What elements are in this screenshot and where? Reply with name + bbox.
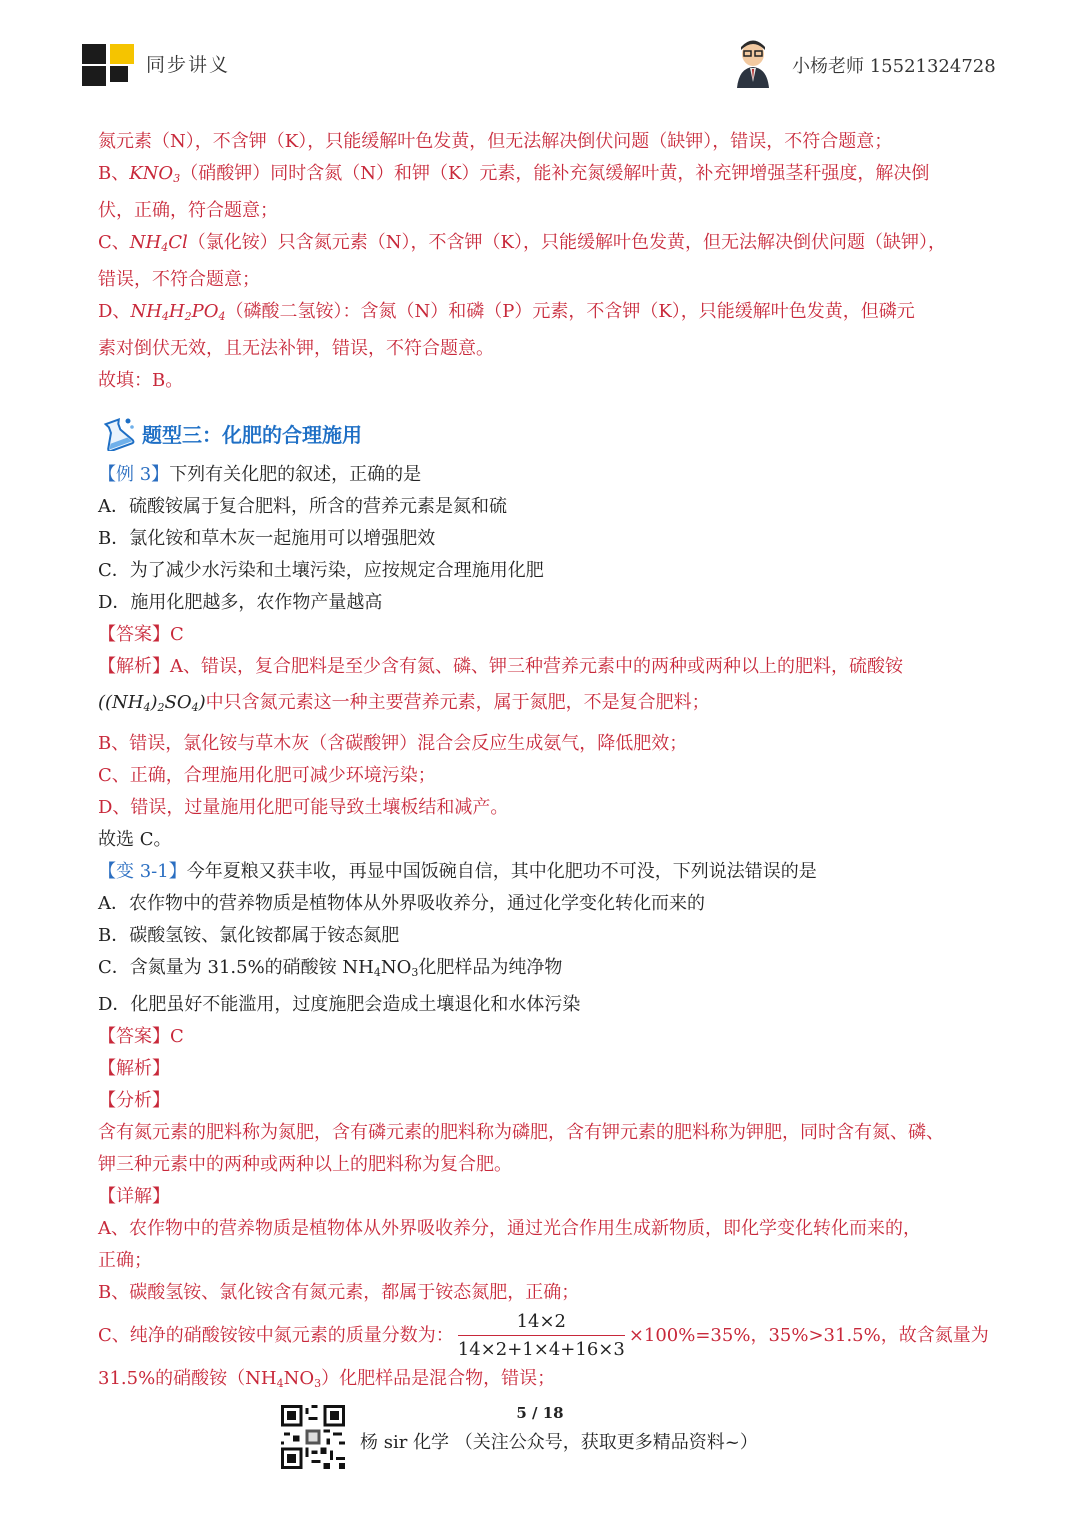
- fenxi-line: 含有氮元素的肥料称为氮肥，含有磷元素的肥料称为磷肥，含有钾元素的肥料称为钾肥，同时含有氮、磷、: [98, 1122, 944, 1143]
- option-c: C．为了减少水污染和土壤污染，应按规定合理施用化肥: [98, 560, 544, 581]
- analysis-line: B、错误，氯化铵与草木灰（含碳酸钾）混合会反应生成氨气，降低肥效；: [98, 733, 688, 754]
- xiangjie-line: 31.5%的硝酸铵$(NH_4NO_3)$化肥样品是混合物，错误；: [98, 1368, 556, 1390]
- analysis-line: $((NH_4)_2SO_4)$中只含氮元素这一种主要营养元素，属于氮肥，不是复合肥料；: [98, 692, 710, 714]
- xiangjie-line: C、纯净的硝酸铵铵中氮元素的质量分数为： $\frac{14\times 2}{14\times 2+1\times 4+16\times 3}$ ×100%=35%，35%>31.5%，故含氮量为: [98, 1311, 989, 1360]
- text-line: 素对倒伏无效，且无法补钾，错误，不符合题意。: [98, 338, 494, 359]
- analysis-line: C、正确，合理施用化肥可减少环境污染；: [98, 765, 436, 786]
- option-d: D．施用化肥越多，农作物产量越高: [98, 592, 383, 613]
- option-a: A．农作物中的营养物质是植物体从外界吸收养分，通过化学变化转化而来的: [98, 893, 705, 914]
- analysis-line: 【解析】A、错误，复合肥料是至少含有氮、磷、钾三种营养元素中的两种或两种以上的肥料，硫酸铵: [98, 656, 903, 677]
- option-b: B．碳酸氢铵、氯化铵都属于铵态氮肥: [98, 925, 400, 946]
- formula-kno3: $KNO_3$: [129, 163, 181, 185]
- text-line: C、$NH_4Cl$（氯化铵）只含氮元素（N），不含钾（K），只能缓解叶色发黄，但无法解决倒伏问题（缺钾），: [98, 232, 946, 254]
- xiangjie-line: B、碳酸氢铵、氯化铵含有氮元素，都属于铵态氮肥，正确；: [98, 1282, 580, 1303]
- text-line: D、$NH_4H_2PO_4$（磷酸二氢铵）：含氮（N）和磷（P）元素，不含钾（K），只能缓解叶色发黄，但磷元: [98, 301, 915, 323]
- page-number: 5 / 18: [516, 1404, 564, 1422]
- document-body: [98, 126, 998, 1400]
- teacher-avatar-icon: [733, 38, 773, 88]
- xiangjie-tag-line: 【详解】: [98, 1186, 170, 1207]
- text-line: 伏，正确，符合题意；: [98, 200, 278, 221]
- formula-nh4-2so4: $((NH_4)_2SO_4)$: [98, 692, 206, 714]
- text-line: B、$KNO_3$（硝酸钾）同时含氮（N）和钾（K）元素，能补充氮缓解叶黄，补充钾增强茎秆强度，解决倒: [98, 163, 930, 185]
- example-tag: 【例 3】: [98, 464, 170, 485]
- header-title: 同步讲义: [146, 54, 231, 76]
- text-line: 错误，不符合题意；: [98, 269, 260, 290]
- xiangjie-line: A、农作物中的营养物质是植物体从外界吸收养分，通过光合作用生成新物质，即化学变化转化而来的，: [98, 1218, 921, 1239]
- fenxi-line: 钾三种元素中的两种或两种以上的肥料称为复合肥。: [98, 1154, 512, 1175]
- page-header: [0, 0, 1080, 110]
- footer-text: 杨 sir 化学 （关注公众号，获取更多精品资料~）: [360, 1432, 758, 1453]
- answer-line: 【答案】C: [98, 624, 184, 645]
- formula-nh4h2po4: $NH_4H_2PO_4$: [130, 301, 226, 323]
- analysis-line: D、错误，过量施用化肥可能导致土壤板结和减产。: [98, 797, 509, 818]
- variant-tag: 【变 3-1】: [98, 861, 187, 882]
- text-line: 故填：B。: [98, 370, 184, 391]
- formula-nh4cl: $NH_4Cl$: [129, 232, 188, 254]
- question-line: 【例 3】下列有关化肥的叙述，正确的是: [98, 464, 422, 485]
- text-line: 氮元素（N），不含钾（K），只能缓解叶色发黄，但无法解决倒伏问题（缺钾），错误，不符合题意；: [98, 131, 893, 152]
- option-b: B．氯化铵和草木灰一起施用可以增强肥效: [98, 528, 436, 549]
- flask-icon: [98, 415, 136, 451]
- answer-line: 【答案】C: [98, 1026, 184, 1047]
- option-d: D．化肥虽好不能滥用，过度施肥会造成土壤退化和水体污染: [98, 994, 581, 1015]
- conclusion-line: 故选 C。: [98, 829, 172, 850]
- mass-fraction-formula: $\frac{14\times 2}{14\times 2+1\times 4+16\times 3}$: [457, 1311, 625, 1360]
- xiangjie-line: 正确；: [98, 1250, 152, 1271]
- teacher-contact: 小杨老师 15521324728: [792, 56, 996, 77]
- logo-icon: [80, 42, 136, 88]
- section-title: 题型三：化肥的合理施用: [142, 423, 362, 447]
- fenxi-tag-line: 【分析】: [98, 1090, 170, 1111]
- question-line: 【变 3-1】今年夏粮又获丰收，再显中国饭碗自信，其中化肥功不可没，下列说法错误的是: [98, 861, 817, 882]
- analysis-tag-line: 【解析】: [98, 1058, 170, 1079]
- option-a: A．硫酸铵属于复合肥料，所含的营养元素是氮和硫: [98, 496, 507, 517]
- section-heading: [98, 411, 998, 457]
- option-c: C．含氮量为 31.5%的硝酸铵 $NH_4NO_3$化肥样品为纯净物: [98, 957, 563, 979]
